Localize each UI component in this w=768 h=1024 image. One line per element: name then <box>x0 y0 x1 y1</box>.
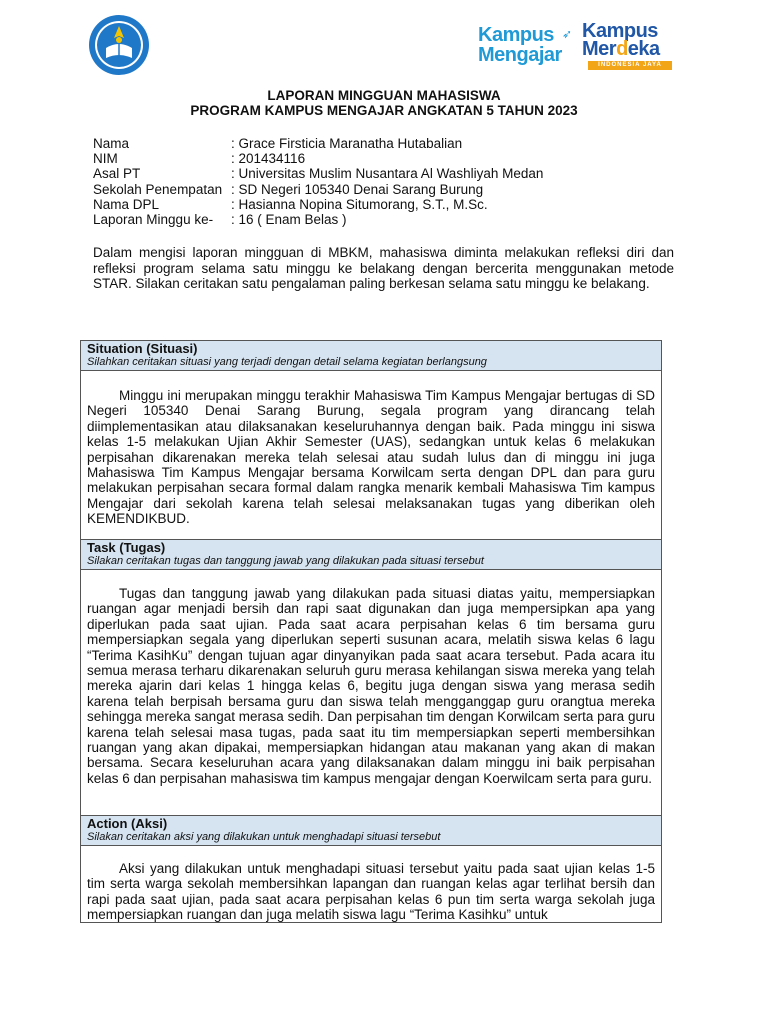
kampus-merdeka-line2: Merdeka <box>582 38 660 60</box>
section-title: Action (Aksi) <box>87 816 168 831</box>
info-row-nama <box>93 136 543 151</box>
section-header <box>81 341 661 371</box>
swoosh-icon: ➶ <box>562 27 573 41</box>
section-situation <box>80 340 662 540</box>
report-subtitle: PROGRAM KAMPUS MENGAJAR ANGKATAN 5 TAHUN 2023 <box>190 103 578 118</box>
page-header <box>0 0 768 80</box>
tut-wuri-handayani-logo <box>88 14 150 76</box>
report-title: LAPORAN MINGGUAN MAHASISWA <box>267 88 501 103</box>
info-row-dpl <box>93 197 543 212</box>
section-header <box>81 540 661 570</box>
info-value: : Hasianna Nopina Situmorang, S.T., M.Sc. <box>231 196 488 212</box>
section-body: Aksi yang dilakukan untuk menghadapi situasi tersebut yaitu pada saat ujian kelas 1-5 tim serta warga sekolah membersihkan lapangan dan ruangan kelas agar terlihat bersih dan rapi pada saat ujian, pada saat acara perpisahan kelas 6 pun tim serta warga sekolah juga mempersiapkan ruangan dan juga melatih siswa lagu “Terima Kasihku” untuk <box>87 861 655 923</box>
kampus-merdeka-line1: Kampus <box>582 20 658 42</box>
kampus-mengajar-line2: Mengajar <box>478 44 562 66</box>
section-body: Minggu ini merupakan minggu terakhir Mahasiswa Tim Kampus Mengajar bertugas di SD Negeri 105340 Denai Sarang Burung, segala program yang dirancang telah diimplementasikan atau dilaksanakan keseluruhannya dengan baik. Pada minggu ini siswa kelas 1-5 melakukan Ujian Akhir Semester (UAS), sedangkan untuk kelas 6 melakukan perpisahan dikarenakan mereka telah selesai atau sudah lulus dan di minggu ini juga Mahasiswa Tim Kampus Mengajar bersama Korwilcam serta dengan DPL dan para guru melakukan perpisahan secara formal dalam rangka menarik kembali Mahasiswa Tim kampus Mengajar dari sekolah karena telah selesai melaksanakan tugas yang diberikan oleh KEMENDIKBUD. <box>87 388 655 527</box>
info-value: : SD Negeri 105340 Denai Sarang Burung <box>231 181 484 197</box>
info-label: NIM <box>93 151 118 167</box>
section-subtitle: Silahkan ceritakan situasi yang terjadi dengan detail selama kegiatan berlangsung <box>87 356 487 368</box>
section-task <box>80 539 662 816</box>
kampus-merdeka-logo <box>582 20 682 70</box>
section-subtitle: Silakan ceritakan tugas dan tanggung jawab yang dilakukan pada situasi tersebut <box>87 555 484 567</box>
info-label: Laporan Minggu ke- <box>93 212 214 228</box>
info-value: : 16 ( Enam Belas ) <box>231 212 347 228</box>
info-label: Nama DPL <box>93 196 160 212</box>
section-title: Situation (Situasi) <box>87 341 198 356</box>
info-label: Sekolah Penempatan <box>93 181 223 197</box>
kampus-merdeka-tagline: INDONESIA JAYA <box>588 61 672 70</box>
info-value: : Grace Firsticia Maranatha Hutabalian <box>231 136 463 151</box>
info-value: : Universitas Muslim Nusantara Al Washliyah Medan <box>231 166 544 182</box>
info-label: Asal PT <box>93 166 141 182</box>
section-action <box>80 815 662 923</box>
kampus-mengajar-logo <box>478 24 588 68</box>
section-title: Task (Tugas) <box>87 540 166 555</box>
info-row-sekolah <box>93 182 543 197</box>
intro-paragraph: Dalam mengisi laporan mingguan di MBKM, mahasiswa diminta melakukan refleksi diri dan refleksi program selama satu minggu ke belakang dengan bercerita menggunakan metode STAR. Silakan ceritakan satu pengalaman paling berkesan selama satu minggu ke belakang. <box>93 245 674 292</box>
info-row-nim <box>93 151 543 166</box>
kampus-mengajar-line1: Kampus <box>478 24 554 46</box>
info-row-minggu <box>93 212 543 227</box>
info-row-asal-pt <box>93 166 543 181</box>
info-label: Nama <box>93 136 130 151</box>
info-value: : 201434116 <box>231 151 306 167</box>
section-header <box>81 816 661 846</box>
student-info <box>93 136 543 227</box>
section-subtitle: Silakan ceritakan aksi yang dilakukan untuk menghadapi situasi tersebut <box>87 831 441 843</box>
section-body: Tugas dan tanggung jawab yang dilakukan pada situasi diatas yaitu, mempersiapkan ruangan agar menjadi bersih dan rapi saat digunakan dan juga mempersipkan apa yang diperlukan pada saat ujian. Pada saat acara perpisahan kelas 6 tim bersama guru mempersiapkan segala yang diperlukan seperti susunan acara, melatih siswa kelas 6 lagu “Terima KasihKu” dengan tujuan agar dinyanyikan pada saat acara tersebut. Pada acara itu semua merasa terharu dikarenakan seluruh guru merasa kehilangan siswa mereka yang telah mereka ajarin dari kelas 1 hingga kelas 6, begitu juga dengan siswa yang merasa sedih karena telah berpisah bersama guru dan siswa telah mengganggap guru orangtua mereka sehingga mereka sangat merasa sedih. Dan perpisahan tim dengan Korwilcam serta para guru karena telah selesai masa tugas, pada saat itu tim mempersiapkan seperti membersihkan ruangan yang akan dipakai, mempersiapkan hidangan atau makanan yang akan di makan bersama. Secara keseluruhan acara yang dilaksanakan dalam minggu ini baik perpisahan kelas 6 dan perpisahan mahasiswa tim kampus mengajar dengan Koerwilcam serta para guru. <box>87 586 655 786</box>
